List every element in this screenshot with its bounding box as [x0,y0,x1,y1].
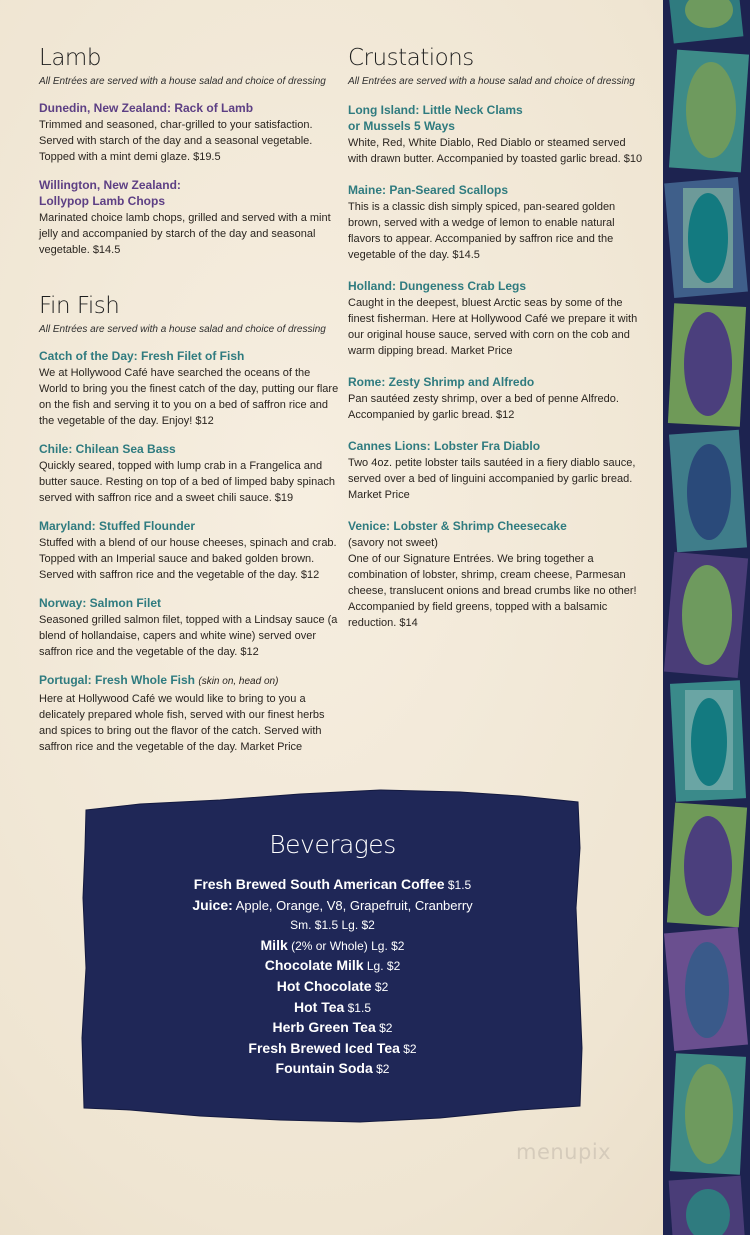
beverage-detail: Sm. $1.5 Lg. $2 [290,918,375,933]
menu-item [348,102,648,167]
lamb-section [39,44,339,258]
section-note: All Entrées are served with a house salad and choice of dressing [39,76,326,87]
item-title: Holland: Dungeness Crab Legs [348,279,527,293]
beverage-name: Milk [260,936,288,953]
section-title-crustations: Crustations [348,45,474,71]
beverages-title: Beverages [269,830,396,859]
section-title-lamb: Lamb [39,45,101,71]
menu-item [39,177,339,258]
beverage-name: Fountain Soda [275,1060,373,1077]
mosaic-pattern [663,0,750,1235]
menu-item [39,100,339,165]
beverage-line [80,915,585,936]
beverage-detail: $2 [375,1021,393,1036]
item-title: Catch of the Day: Fresh Filet of Fish [39,349,245,363]
section-note: All Entrées are served with a house salad and choice of dressing [348,76,635,87]
item-title-text: Portugal: Fresh Whole Fish [39,673,196,687]
beverage-line [80,1018,585,1039]
item-description: We at Hollywood Café have searched the oceans of the World to bring you the finest catch of the day, putting our flare on the fish and serving it to you on a bed of saffron rice and the vegetable of the day. Enjoy! $12 [39,367,339,427]
item-title: Chile: Chilean Sea Bass [39,442,176,456]
item-title: Maine: Pan-Seared Scallops [348,183,509,197]
menu-item [348,374,648,423]
item-description: One of our Signature Entrées. We bring together a combination of lobster, shrimp, cream cheese, Parmesan cheese, translucent onions and bread crumbs like no other! Accompanied by field greens, topped with a balsamic reduction. $14 [348,553,637,629]
item-sub-note: (savory not sweet) [348,537,438,549]
beverage-line [80,875,585,896]
menu-item [39,518,339,583]
section-title-fin-fish: Fin Fish [39,293,120,319]
item-description: Marinated choice lamb chops, grilled and served with a mint jelly and accompanied by starch of the day and seasonal vegetable. $14.5 [39,212,331,256]
item-description: Two 4oz. petite lobster tails sautéed in a fiery diablo sauce, served over a bed of linguini accompanied by garlic bread. Market Price [348,457,636,501]
menu-item [39,595,339,660]
item-description: Stuffed with a blend of our house cheeses, spinach and crab. Topped with an Imperial sauce and baked golden brown. Served with saffron rice and the vegetable of the day. $12 [39,537,337,581]
item-title [39,177,339,209]
decorative-border [663,0,750,1235]
beverage-name: Juice: [192,896,233,913]
beverage-name: Hot Tea [293,998,345,1015]
item-title [39,672,339,690]
watermark: menupix [516,1140,612,1164]
fin-fish-section [39,292,339,755]
beverage-name: Hot Chocolate [276,977,372,994]
beverage-detail: (2% or Whole) Lg. $2 [287,938,405,953]
item-title: Rome: Zesty Shrimp and Alfredo [348,375,535,389]
beverage-line [80,936,585,957]
beverages-content [80,788,585,1124]
menu-item [39,348,339,429]
item-title-line: Long Island: Little Neck Clams [348,103,523,117]
right-column [348,44,648,631]
item-title-line: Lollypop Lamb Chops [39,194,165,208]
item-title: Cannes Lions: Lobster Fra Diablo [348,439,541,453]
item-description: Trimmed and seasoned, char-grilled to your satisfaction. Served with starch of the day and a seasonal vegetable. Topped with a mint demi glaze. $19.5 [39,119,313,163]
menu-item [348,438,648,503]
section-note: All Entrées are served with a house salad and choice of dressing [39,324,326,335]
beverages-list [80,875,585,1080]
menu-item [348,518,648,631]
mosaic-tiles [664,0,749,1235]
menu-item [39,672,339,755]
beverages-box [80,788,585,1124]
item-description: This is a classic dish simply spiced, pan-seared golden brown, served with a wedge of lemon to enable natural flavors to appear. Accompanied by saffron rice and the vegetable of the day. $14.5 [348,201,616,261]
beverage-name: Fresh Brewed South American Coffee [193,876,445,892]
beverage-detail: $1.5 [344,1000,371,1015]
item-description: Here at Hollywood Café we would like to bring to you a delicately prepared whole fish, served with our finest herbs and spices to bring out the flavor of the catch. Served with saffron rice and the vegetable of the day. Market Price [39,693,325,753]
beverage-detail: $2 [371,979,389,994]
beverage-detail: $1.5 [444,878,472,892]
item-title: Maryland: Stuffed Flounder [39,519,195,533]
item-sub-note: (skin on, head on) [198,676,279,687]
beverage-detail: Apple, Orange, V8, Grapefruit, Cranberry [232,897,473,913]
beverage-detail: $2 [372,1062,390,1077]
item-description: Caught in the deepest, bluest Arctic seas by some of the finest fisherman. Here at Hollywood Café we prepare it with our original house sauce, served with corn on the cob and warm dipping bread. Market Price [348,297,638,357]
item-description: Seasoned grilled salmon filet, topped with a Lindsay sauce (a blend of hollandaise, capers and white wine) served over saffron rice and the vegetable of the day. $12 [39,614,338,658]
beverage-name: Herb Green Tea [272,1019,376,1036]
menu-item [348,278,648,359]
beverage-line [80,956,585,977]
beverage-line [80,896,585,916]
item-description: Quickly seared, topped with lump crab in a Frangelica and butter sauce. Resting on top of a bed of limped baby spinach served with saffron rice and a sweet chili sauce. $19 [39,460,335,504]
item-title-line: Willington, New Zealand: [39,178,181,192]
beverage-line [80,1039,585,1060]
beverage-line [80,1059,585,1080]
left-column [39,44,339,755]
menu-item [348,182,648,263]
beverage-line [80,977,585,998]
beverage-detail: Lg. $2 [363,959,401,974]
item-title-line: or Mussels 5 Ways [348,119,455,133]
crustations-section [348,44,648,631]
menu-item [39,441,339,506]
item-title: Norway: Salmon Filet [39,596,162,610]
item-title [348,102,648,134]
beverage-detail: $2 [399,1041,417,1056]
item-title: Venice: Lobster & Shrimp Cheesecake [348,519,567,533]
item-description: White, Red, White Diablo, Red Diablo or steamed served with drawn butter. Accompanied by toasted garlic bread. $10 [348,137,643,165]
beverage-name: Chocolate Milk [264,957,364,974]
item-title: Dunedin, New Zealand: Rack of Lamb [39,101,254,115]
beverage-name: Fresh Brewed Iced Tea [248,1039,400,1056]
item-description: Pan sautéed zesty shrimp, over a bed of penne Alfredo. Accompanied by garlic bread. $12 [348,393,619,421]
beverage-line [80,998,585,1019]
